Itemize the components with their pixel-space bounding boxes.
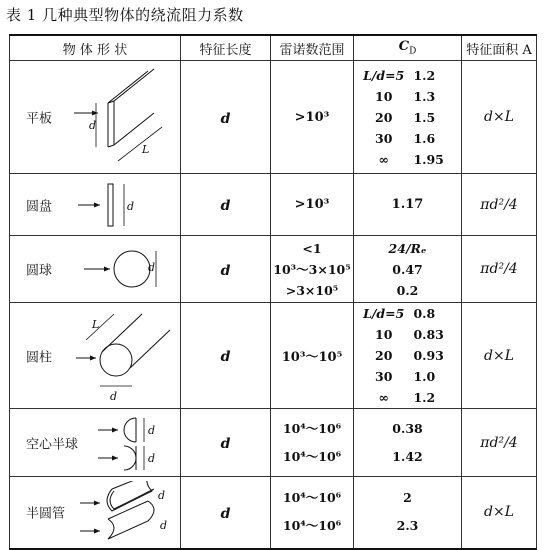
cd-cell: 24/Rₑ 0.47 0.2 [354, 236, 462, 303]
shape-name: 圆球 [26, 263, 53, 279]
header-re: 雷诺数范围 [271, 35, 354, 61]
table-row [10, 477, 537, 549]
header-cd: $C_D$ [354, 35, 462, 61]
length-cell: d [181, 61, 271, 174]
svg-text:d: d [160, 519, 168, 533]
svg-text:L: L [142, 143, 150, 156]
area-cell: d×L [462, 61, 537, 174]
cylinder-diagram [72, 306, 176, 406]
length-cell: d [181, 303, 271, 409]
header-shape: 物 体 形 状 [10, 35, 181, 61]
table-row [10, 303, 537, 409]
sphere-diagram [72, 241, 176, 297]
shape-name: 空心半球 [26, 437, 79, 452]
cd-cell: 2 2.3 [354, 477, 462, 549]
re-cell: >10³ [271, 61, 354, 174]
area-cell: πd²/4 [462, 174, 537, 236]
shape-name: 半圆管 [26, 506, 66, 522]
svg-text:d: d [158, 489, 166, 503]
header-area: 特征面积 A [462, 35, 537, 61]
area-cell: d×L [462, 303, 537, 409]
header-length: 特征长度 [181, 35, 271, 61]
half-pipe-diagram [72, 481, 176, 543]
length-cell: d [181, 477, 271, 549]
svg-text:d: d [110, 389, 118, 403]
table-row [10, 409, 537, 477]
shape-name: 平板 [26, 111, 53, 127]
length-cell: d [181, 409, 271, 477]
svg-text:d: d [148, 423, 156, 437]
flat-plate-diagram [72, 67, 176, 167]
table-caption: 表 1 几种典型物体的绕流阻力系数 [6, 6, 244, 24]
re-cell: 10⁴～10⁶ 10⁴～10⁶ [271, 409, 354, 477]
cd-cell: L/d=5 1.2 10 1.3 20 1.5 30 1.6 ∞ 1.95 [354, 61, 462, 174]
svg-text:d: d [127, 199, 135, 213]
area-cell: πd²/4 [462, 236, 537, 303]
cd-cell: 1.17 [354, 174, 462, 236]
length-cell: d [181, 236, 271, 303]
shape-cell [10, 236, 181, 303]
header-row [10, 35, 537, 61]
shape-cell [10, 303, 181, 409]
svg-text:d: d [148, 451, 156, 465]
hollow-hemisphere-diagram [96, 414, 176, 472]
shape-name: 圆盘 [26, 199, 53, 214]
area-cell: d×L [462, 477, 537, 549]
cd-cell: 0.38 1.42 [354, 409, 462, 477]
area-cell: πd²/4 [462, 409, 537, 477]
re-cell: <1 10³～3×10⁵ >3×10⁵ [271, 236, 354, 303]
re-cell: >10³ [271, 174, 354, 236]
table-row [10, 61, 537, 174]
svg-text:d: d [89, 119, 97, 132]
re-cell: 10⁴～10⁶ 10⁴～10⁶ [271, 477, 354, 549]
length-cell: d [181, 174, 271, 236]
table-row [10, 236, 537, 303]
re-cell: 10³～10⁵ [271, 303, 354, 409]
shape-cell [10, 409, 181, 477]
disc-diagram [72, 180, 176, 230]
svg-text:L: L [92, 317, 100, 331]
shape-cell [10, 61, 181, 174]
svg-text:d: d [148, 261, 156, 274]
shape-cell [10, 477, 181, 549]
table-row [10, 174, 537, 236]
cd-cell: L/d=5 0.8 10 0.83 20 0.93 30 1.0 ∞ 1.2 [354, 303, 462, 409]
shape-cell [10, 174, 181, 236]
drag-coefficient-table [9, 34, 537, 550]
shape-name: 圆柱 [26, 350, 53, 365]
